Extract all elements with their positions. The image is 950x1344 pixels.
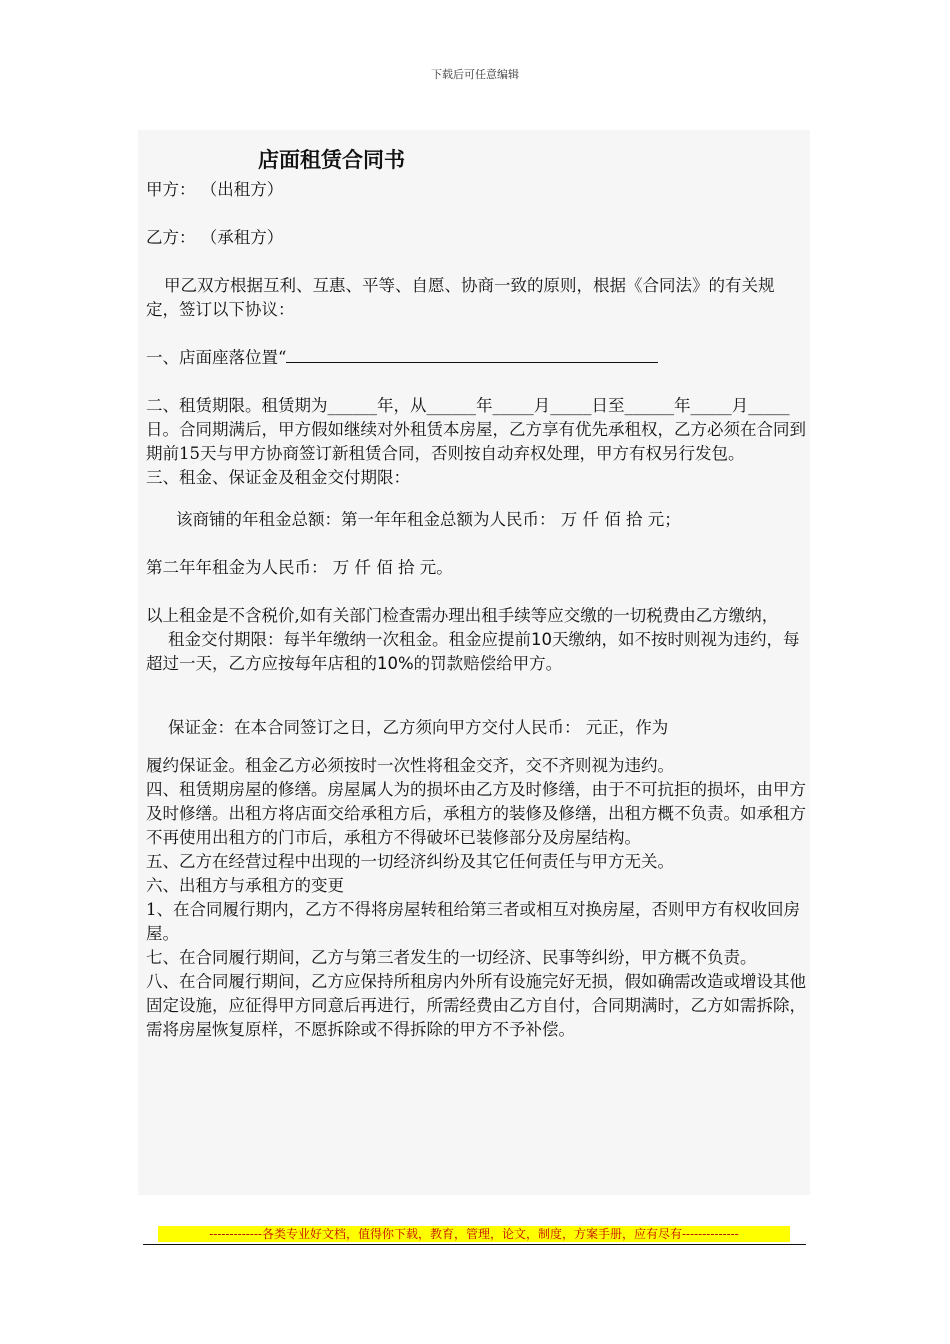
contract-body (146, 140, 806, 1042)
party-a-line: 甲方： （出租方） (146, 180, 284, 199)
payment-term: 租金交付期限：每半年缴纳一次租金。租金应提前10天缴纳，如不按时则视为违约，每超过一天，乙方应按每年店租的10%的罚款赔偿给甲方。 (146, 630, 800, 673)
intro-paragraph: 甲乙双方根据互利、互惠、平等、自愿、协商一致的原则，根据《合同法》的有关规定，签订以下协议： (146, 276, 775, 319)
clause-1-label: 一、店面座落位置“ (146, 348, 287, 367)
clause-5: 五、乙方在经营过程中出现的一切经济纠纷及其它任何责任与甲方无关。 (146, 852, 674, 871)
party-b-line: 乙方： （承租方） (146, 228, 284, 247)
rent-year-2: 第二年年租金为人民币： 万 仟 佰 拾 元。 (146, 558, 453, 577)
header-note: 下载后可任意编辑 (431, 68, 519, 81)
clause-3: 三、租金、保证金及租金交付期限： (146, 468, 410, 487)
contract-title: 店面租赁合同书 (258, 148, 405, 172)
clause-7: 七、在合同履行期间，乙方与第三者发生的一切经济、民事等纠纷，甲方概不负责。 (146, 948, 757, 967)
clause-8: 八、在合同履行期间，乙方应保持所租房内外所有设施完好无损，假如确需改造或增设其他固定设施，应征得甲方同意后再进行，所需经费由乙方自付，合同期满时，乙方如需拆除，需将房屋恢复原样，不愿拆除或不得拆除的甲方不予补偿。 (146, 972, 806, 1039)
clause-1 (146, 346, 806, 370)
rent-year-1: 该商铺的年租金总额：第一年年租金总额为人民币： 万 仟 佰 拾 元； (176, 510, 681, 529)
clause-4: 四、租赁期房屋的修缮。房屋属人为的损坏由乙方及时修缮，由于不可抗拒的损坏，由甲方及时修缮。出租方将店面交给承租方后，承租方的装修及修缮，出租方概不负责。如承租方不再使用出租方的门市后，承租方不得破坏已装修部分及房屋结构。 (146, 780, 806, 847)
footer-divider (143, 1244, 806, 1245)
deposit-continuation: 履约保证金。租金乙方必须按时一次性将租金交齐，交不齐则视为违约。 (146, 756, 674, 775)
location-blank (286, 346, 658, 363)
clause-6: 六、出租方与承租方的变更 (146, 876, 344, 895)
clause-6-1: 1、在合同履行期内，乙方不得将房屋转租给第三者或相互对换房屋，否则甲方有权收回房屋。 (146, 900, 800, 943)
footer-banner: -------------各类专业好文档，值得你下载，教育，管理，论文，制度，方案手册，应有尽有-------------- (158, 1226, 790, 1242)
deposit-line: 保证金：在本合同签订之日，乙方须向甲方交付人民币： 元正，作为 (168, 718, 669, 737)
tax-note: 以上租金是不含税价,如有关部门检查需办理出租手续等应交缴的一切税费由乙方缴纳， (146, 606, 779, 625)
clause-2: 二、租赁期限。租赁期为______年，从______年_____月_____日至______年_____月_____日。合同期满后，甲方假如继续对外租赁本房屋，乙方享有优先承租权，乙方必须在合同到期前15天与甲方协商签订新租赁合同，否则按自动弃权处理，甲方有权另行发包。 (146, 396, 806, 463)
